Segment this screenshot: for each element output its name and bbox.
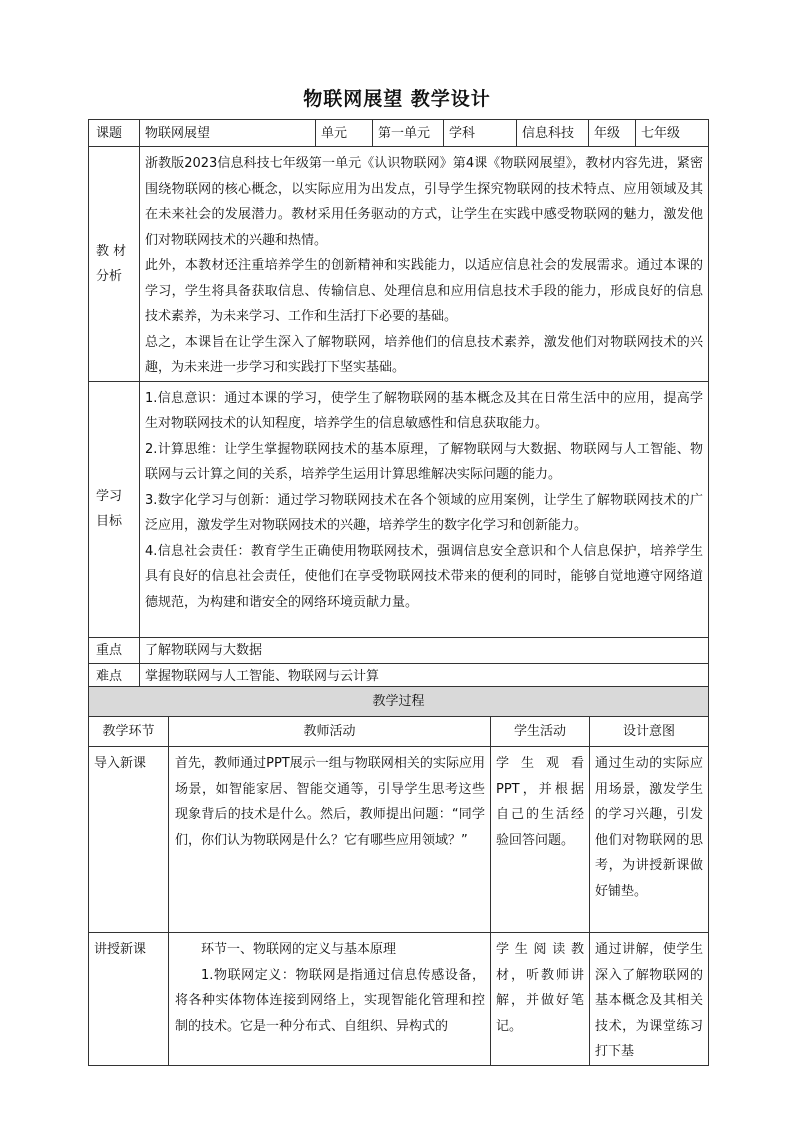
- process-row-new-lesson: [89, 933, 709, 1066]
- goals-row: [89, 381, 709, 637]
- teacher-activity: 首先，教师通过PPT展示一组与物联网相关的实际应用场景，如智能家居、智能交通等，引导学生思考这些现象背后的技术是什么。然后，教师提出问题：“同学们，你们认为物联网是什么？它有哪些应用领域？”: [169, 747, 491, 933]
- key-point-value: 了解物联网与大数据: [140, 637, 709, 663]
- analysis-content: [140, 147, 709, 382]
- analysis-label-line1: 教 材: [96, 243, 127, 259]
- teaching-process-table: [88, 686, 709, 1066]
- info-row: [89, 120, 709, 147]
- goals-label-line2: 目标: [96, 514, 123, 529]
- goal-item: 3.数字化学习与创新：通过学习物联网技术在各个领域的应用案例，让学生了解物联网技术的广泛应用，激发学生对物联网技术的兴趣，培养学生的数字化学习和创新能力。: [145, 492, 703, 533]
- difficulty-value: 掌握物联网与人工智能、物联网与云计算: [140, 663, 709, 689]
- topic-value: 物联网展望: [140, 120, 316, 147]
- column-header: 教学环节: [89, 717, 169, 747]
- subject-label: 学科: [444, 120, 517, 147]
- goal-item: 4.信息社会责任：教育学生正确使用物联网技术，强调信息安全意识和个人信息保护，培养学生具有良好的信息社会责任，使他们在享受物联网技术带来的便利的同时，能够自觉地遵守网络道德规范，为构建和谐安全的网络环境贡献力量。: [145, 543, 703, 610]
- teacher-section-heading: 环节一、物联网的定义与基本原理: [201, 942, 397, 957]
- difficulty-label: 难点: [89, 663, 140, 689]
- unit-label: 单元: [316, 120, 373, 147]
- document-title: 物联网展望 教学设计: [303, 88, 491, 110]
- lesson-info-table: [88, 119, 709, 690]
- goals-content: [140, 381, 709, 637]
- topic-label: 课题: [89, 120, 140, 147]
- analysis-paragraph: 此外，本教材还注重培养学生的创新精神和实践能力，以适应信息社会的发展需求。通过本课的学习，学生将具备获取信息、传输信息、处理信息和应用信息技术手段的能力，形成良好的信息技术素养，为未来学习、工作和生活打下必要的基础。: [145, 258, 703, 324]
- analysis-row: [89, 147, 709, 382]
- stage-cell: 讲授新课: [89, 933, 169, 1066]
- goals-label-line1: 学习: [96, 489, 123, 504]
- column-header: 教师活动: [169, 717, 491, 747]
- process-heading: 教学过程: [89, 687, 709, 717]
- design-intent: 通过生动的实际应用场景，激发学生的学习兴趣，引发他们对物联网的思考，为讲授新课做好铺垫。: [590, 747, 709, 933]
- teacher-section-text: 1.物联网定义：物联网是指通过信息传感设备，将各种实体物体连接到网络上，实现智能化管理和控制的技术。它是一种分布式、自组织、异构式的: [175, 967, 485, 1034]
- analysis-label: [89, 147, 140, 382]
- analysis-paragraph: 总之，本课旨在让学生深入了解物联网，培养他们的信息技术素养，激发他们对物联网技术的兴趣，为未来进一步学习和实践打下坚实基础。: [145, 334, 703, 375]
- key-point-row: [89, 637, 709, 663]
- teacher-activity: [169, 933, 491, 1066]
- goal-item: 1.信息意识：通过本课的学习，使学生了解物联网的基本概念及其在日常生活中的应用，提高学生对物联网技术的认知程度，培养学生的信息敏感性和信息获取能力。: [145, 390, 703, 431]
- student-activity: 学生观看PPT，并根据自己的生活经验回答问题。: [491, 747, 590, 933]
- process-row-intro: [89, 747, 709, 933]
- column-header: 设计意图: [590, 717, 709, 747]
- analysis-paragraph: 浙教版2023信息科技七年级第一单元《认识物联网》第4课《物联网展望》，教材内容先进，紧密围绕物联网的核心概念，以实际应用为出发点，引导学生探究物联网的技术特点、应用领域及其在未来社会的发展潜力。教材采用任务驱动的方式，让学生在实践中感受物联网的魅力，激发他们对物联网技术的兴趣和热情。: [145, 156, 703, 248]
- student-activity: 学生阅读教材，听教师讲解，并做好笔记。: [491, 933, 590, 1066]
- stage-cell: 导入新课: [89, 747, 169, 933]
- grade-label: 年级: [589, 120, 636, 147]
- unit-value: 第一单元: [373, 120, 444, 147]
- column-header: 学生活动: [491, 717, 590, 747]
- design-intent: 通过讲解，使学生深入了解物联网的基本概念及其相关技术，为课堂练习打下基: [590, 933, 709, 1066]
- subject-value: 信息科技: [517, 120, 589, 147]
- process-heading-row: [89, 687, 709, 717]
- key-point-label: 重点: [89, 637, 140, 663]
- grade-value: 七年级: [636, 120, 709, 147]
- analysis-label-line2: 分析: [96, 268, 123, 284]
- goal-item: 2.计算思维：让学生掌握物联网技术的基本原理，了解物联网与大数据、物联网与人工智能、物联网与云计算之间的关系，培养学生运用计算思维解决实际问题的能力。: [145, 441, 703, 482]
- goals-label: [89, 381, 140, 637]
- process-header-row: [89, 717, 709, 747]
